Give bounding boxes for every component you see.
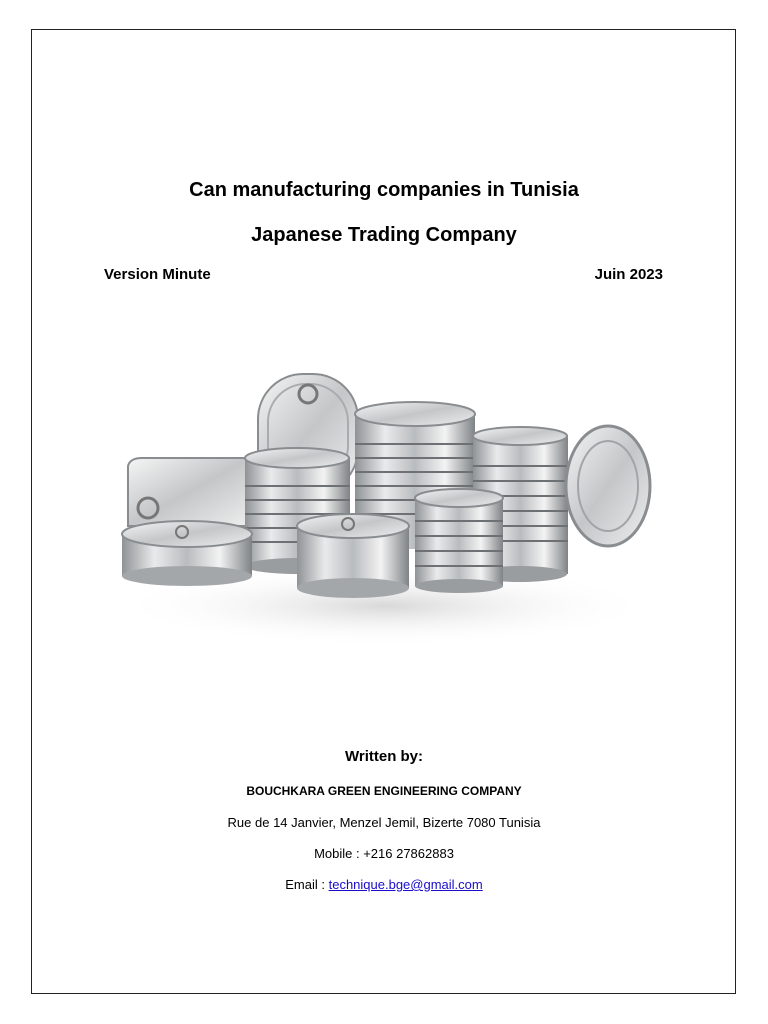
standing-lid-right [566,426,650,546]
tin-cans-illustration [90,336,680,656]
cover-image [90,336,680,656]
company-name: BOUCHKARA GREEN ENGINEERING COMPANY [246,784,522,798]
company-address: Rue de 14 Janvier, Menzel Jemil, Bizerte 7080 Tunisia [227,815,541,830]
date-label: Juin 2023 [594,266,663,283]
document-title: Can manufacturing companies in Tunisia [189,179,579,201]
mobile-line [0,846,768,861]
email-label: Email : [285,877,329,892]
email-link[interactable]: technique.bge@gmail.com [328,877,483,892]
written-by-label: Written by: [344,748,424,765]
version-label: Version Minute [104,266,211,283]
email-line [0,877,768,892]
short-wide-can [297,514,409,598]
mobile-number: +216 27862883 [363,846,454,861]
flat-can-front-left [122,521,252,586]
document-subtitle: Japanese Trading Company [251,224,517,246]
rectangular-can-left [128,458,250,526]
small-ribbed-can [415,489,503,593]
mobile-label: Mobile : [314,846,364,861]
